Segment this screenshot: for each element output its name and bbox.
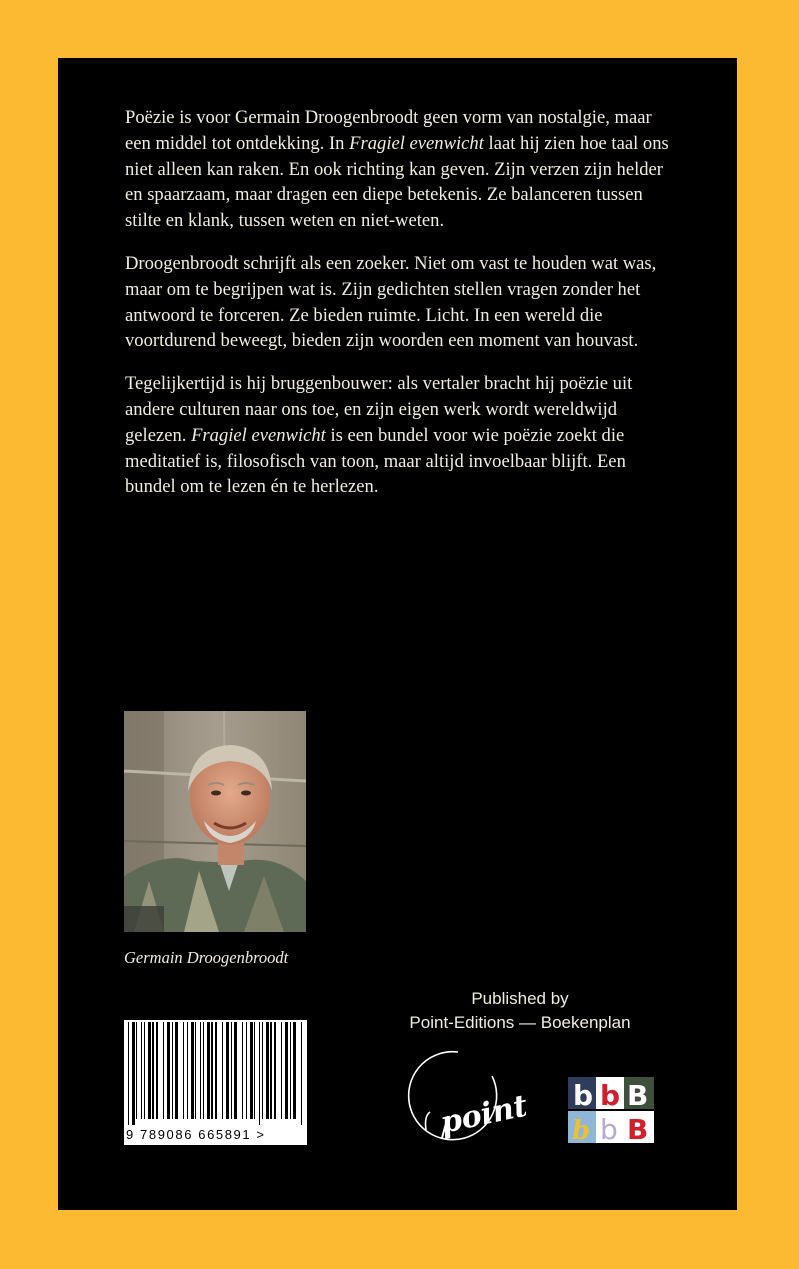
blurb-paragraph-2: Droogenbroodt schrijft als een zoeker. Niet om vast te houden wat was, maar om te begrijpen wat is. Zijn gedichten stellen vragen zonder het antwoord te forceren. Ze bieden ruimte. Licht. In een wereld die voortdurend beweegt, bieden zijn woorden een moment van houvast. — [125, 252, 657, 352]
barcode-bar — [167, 1022, 170, 1119]
author-caption: Germain Droogenbroodt — [124, 948, 289, 967]
barcode-bar — [187, 1022, 188, 1119]
barcode-bar — [242, 1022, 243, 1119]
barcode-bar — [270, 1022, 272, 1119]
barcode-bar — [183, 1022, 184, 1119]
barcode-bar — [211, 1022, 213, 1119]
barcode-bar — [231, 1022, 232, 1119]
barcode-bar — [144, 1022, 145, 1119]
isbn-digits: 9 789086 665891 > — [126, 1127, 266, 1142]
bb-logo-letter: B — [627, 1113, 649, 1145]
author-photo — [124, 711, 306, 932]
barcode-bar — [156, 1022, 158, 1119]
barcode-bar — [152, 1022, 154, 1119]
barcode-bar — [195, 1022, 196, 1119]
barcode-bar — [191, 1022, 194, 1119]
barcode-bar — [132, 1022, 135, 1125]
barcode-bar — [141, 1022, 142, 1119]
barcode-bar — [281, 1022, 282, 1119]
barcode-bar — [172, 1022, 173, 1119]
boekenplan-logo — [566, 1075, 656, 1145]
barcode-bar — [274, 1022, 276, 1119]
barcode-bar — [234, 1022, 237, 1119]
book-title: Fragiel evenwicht — [191, 424, 326, 446]
publisher-names: Point-Editions — Boekenplan — [409, 1013, 631, 1032]
point-editions-logo — [396, 1046, 526, 1156]
book-title: Fragiel evenwicht — [349, 132, 484, 154]
barcode-bar — [293, 1022, 296, 1119]
barcode-bar — [215, 1022, 217, 1119]
barcode-bars — [124, 1020, 307, 1125]
bb-logo-letter: b — [600, 1113, 618, 1145]
barcode-bar — [254, 1022, 255, 1119]
barcode-bar — [246, 1022, 247, 1119]
barcode-bar — [148, 1022, 151, 1119]
barcode-bar — [207, 1022, 210, 1119]
barcode-bar — [226, 1022, 229, 1119]
barcode-bar — [250, 1022, 253, 1119]
blurb-paragraph-1: Poëzie is voor Germain Droogenbroodt geen vorm van nostalgie, maar een middel tot ontdekking. In Fragiel evenwicht laat hij zien hoe taal ons niet alleen kan raken. En ook richting kan geven. Zijn verzen zijn helder en spaarzaam, maar dragen een diepe betekenis. Ze balanceren tussen stilte en klank, tussen weten en niet-weten. — [125, 107, 669, 232]
bb-logo-letter: B — [627, 1079, 649, 1112]
barcode-bar — [259, 1022, 260, 1125]
barcode-bar — [203, 1022, 204, 1119]
bb-logo-letter: b — [572, 1116, 591, 1145]
barcode-bar — [163, 1022, 164, 1119]
barcode-bar — [301, 1022, 302, 1125]
bb-logo-letter: b — [600, 1079, 621, 1112]
barcode-bar — [175, 1022, 178, 1119]
barcode-bar — [200, 1022, 201, 1119]
barcode-bar — [290, 1022, 291, 1119]
bb-logo-letter: b — [573, 1079, 594, 1112]
publisher-credit — [360, 987, 680, 1035]
barcode-bar — [222, 1022, 223, 1119]
barcode-bar — [266, 1022, 269, 1119]
barcode-bar — [136, 1022, 137, 1119]
barcode-bar — [285, 1022, 288, 1119]
barcode-bar — [262, 1022, 263, 1119]
blurb-paragraph-3: Tegelijkertijd is hij bruggenbouwer: als vertaler bracht hij poëzie uit andere culturen naar ons toe, en zijn eigen werk wordt wereldwijd gelezen. Fragiel evenwicht is een bundel voor wie poëzie zoekt die meditatief is, filosofisch van toon, maar altijd invoelbaar blijft. Een bundel om te lezen én te herlezen. — [125, 373, 633, 498]
back-cover-blurb — [125, 105, 670, 517]
point-logo-text: point — [437, 1088, 526, 1141]
isbn-barcode — [124, 1020, 307, 1145]
barcode-bar — [128, 1022, 129, 1125]
published-by-label: Published by — [471, 989, 569, 1008]
